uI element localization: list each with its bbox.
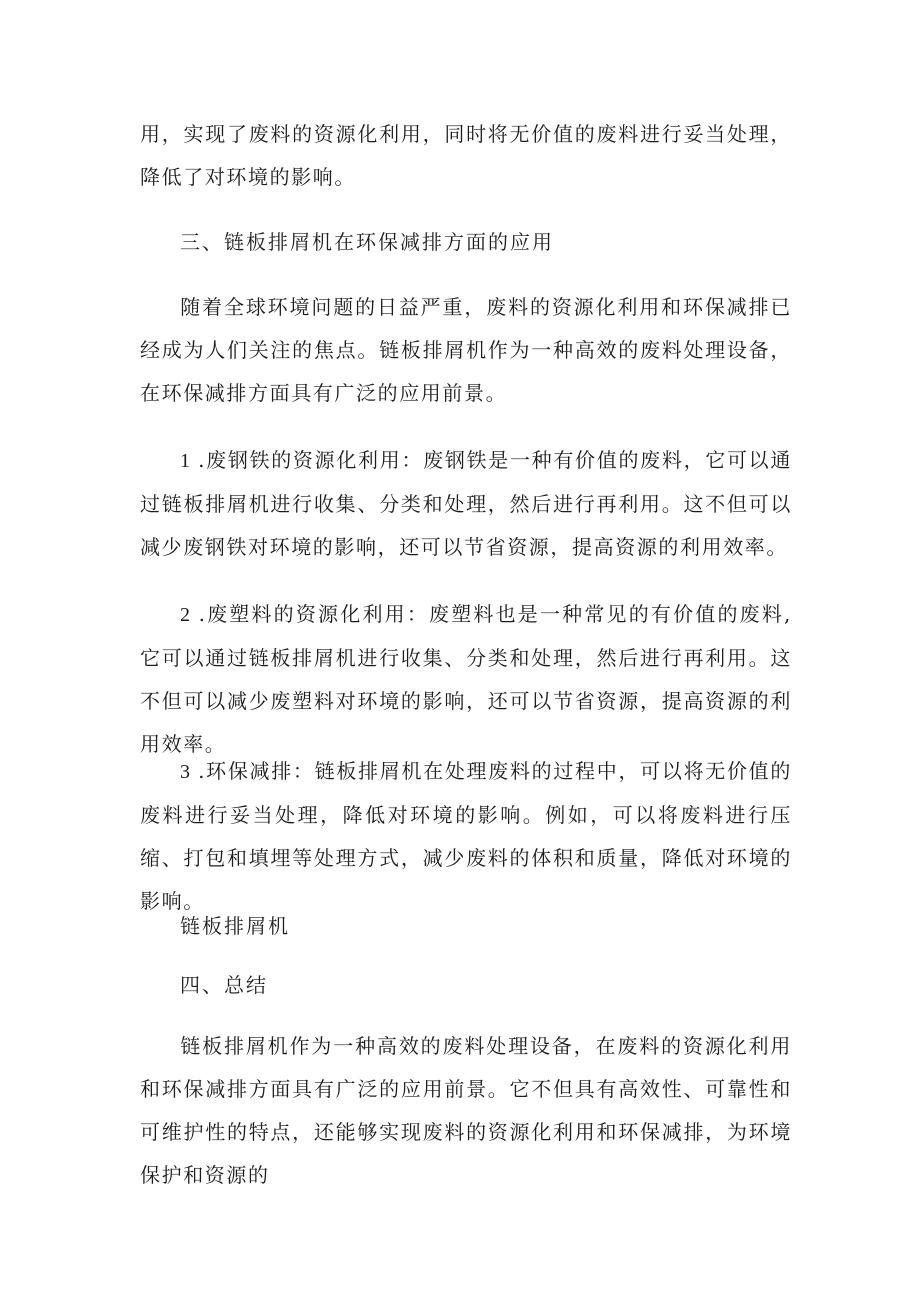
list-item-3 — [140, 750, 792, 923]
list-item-1 — [140, 439, 792, 569]
list-item-2 — [140, 593, 792, 766]
list-item-2-text: .废塑料的资源化利用：废塑料也是一种常见的有价值的废料,它可以通过链板排屑机进行收集、分类和处理，然后进行再利用。这不但可以减少废塑料对环境的影响，还可以节省资源，提高资源的利用效率。 — [140, 602, 793, 756]
list-item-2-number: 2 — [180, 604, 190, 626]
list-item-3-text: .环保减排：链板排屑机在处理废料的过程中，可以将无价值的废料进行妥当处理，降低对环境的影响。例如，可以将废料进行压缩、打包和填埋等处理方式，减少废料的体积和质量，降低对环境的影响。 — [140, 759, 792, 913]
list-item-3-number: 3 — [180, 761, 190, 783]
section-3-intro-paragraph — [140, 286, 792, 415]
image-caption: 链板排屑机 — [180, 914, 290, 938]
continuation-paragraph: 用，实现了废料的资源化利用，同时将无价值的废料进行妥当处理，降低了对环境的影响。 — [140, 122, 792, 189]
summary-text: 链板排屑机作为一种高效的废料处理设备，在废料的资源化利用和环保减排方面具有广泛的应用前景。它不但具有高效性、可靠性和可维护性的特点，还能够实现废料的资源化利用和环保减排，为环境保护和资源的 — [140, 1034, 792, 1187]
list-item-1-number: 1 — [180, 450, 190, 472]
summary-paragraph — [140, 1025, 792, 1197]
section-3-heading: 三、链板排屑机在环保减排方面的应用 — [180, 230, 554, 254]
list-item-1-text: .废钢铁的资源化利用：废钢铁是一种有价值的废料，它可以通过链板排屑机进行收集、分类和处理，然后进行再利用。这不但可以减少废钢铁对环境的影响，还可以节省资源，提高资源的利用效率。 — [140, 448, 792, 559]
section-4-heading: 四、总结 — [180, 973, 268, 997]
section-3-intro-text: 随着全球环境问题的日益严重，废料的资源化利用和环保减排已经成为人们关注的焦点。链板排屑机作为一种高效的废料处理设备，在环保减排方面具有广泛的应用前景。 — [140, 295, 792, 405]
